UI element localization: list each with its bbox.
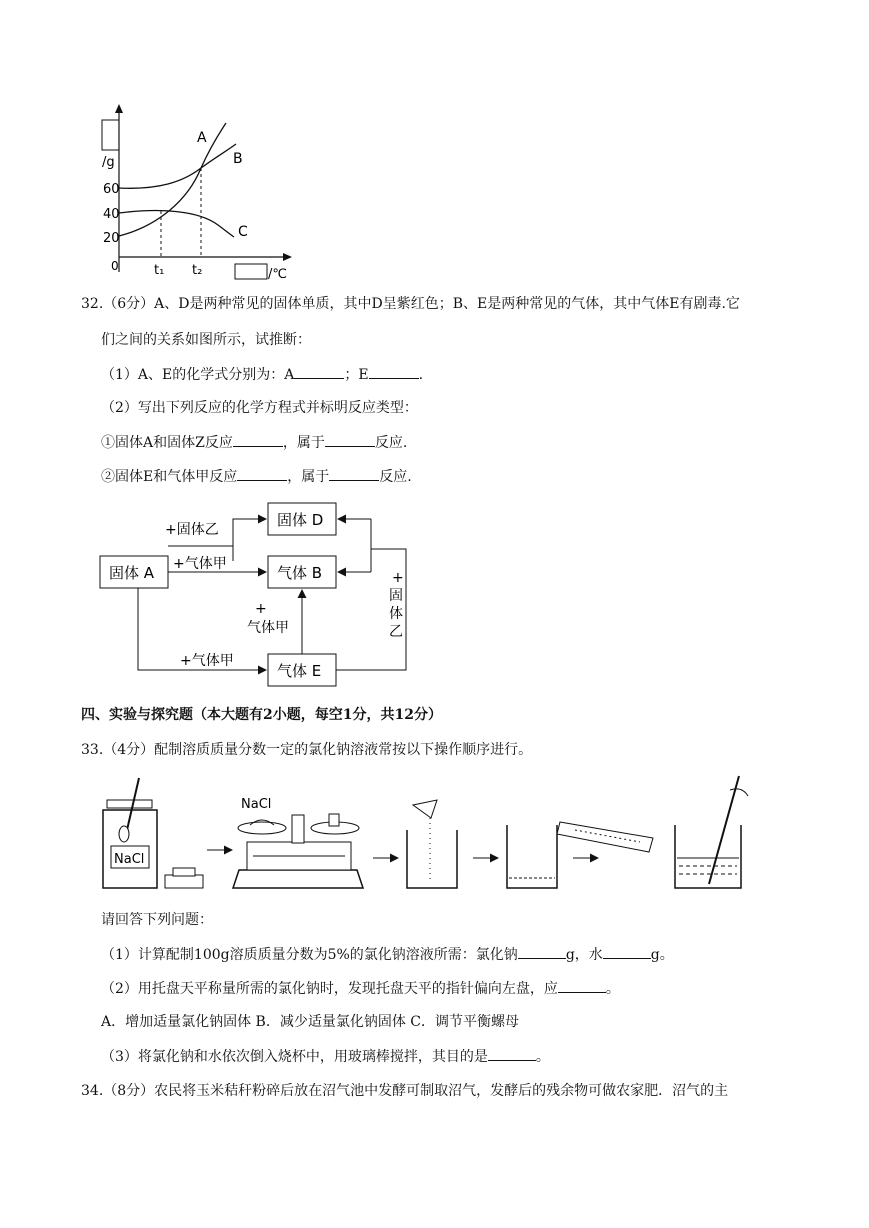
curve-b — [119, 144, 236, 188]
q32-r2-belongs: ，属于 — [287, 469, 330, 485]
label-right-plus: + — [392, 570, 404, 586]
label-plus-gas-jia-bottom: +气体甲 — [180, 653, 234, 669]
q33-p3-end: 。 — [535, 1049, 550, 1065]
box-b-label: 气体 B — [277, 564, 323, 582]
label-right-ti: 体 — [389, 606, 403, 622]
y-tick-20: 20 — [103, 231, 120, 246]
answer-blank-water-mass[interactable] — [603, 944, 651, 959]
q32-stem-line1: 32.（6分）A、D是两种常见的固体单质，其中D呈紫红色；B、E是两种常见的气体，其中气体E有剧毒.它 — [81, 296, 740, 312]
x-tick-t1: t₁ — [154, 263, 165, 278]
beaker-pouring-water — [507, 822, 653, 888]
q33-p3-text: （3）将氯化钠和水依次倒入烧杯中，用玻璃棒搅拌，其目的是 — [101, 1049, 488, 1065]
procedure-illustration — [95, 770, 765, 895]
q33-p1-water: g，水 — [565, 947, 603, 963]
x-tick-t2: t₂ — [192, 263, 203, 278]
box-e-label: 气体 E — [277, 662, 322, 680]
curve-a — [119, 123, 226, 236]
balance-label: NaCl — [241, 797, 272, 812]
label-plus-solid-yi-top: +固体乙 — [165, 522, 219, 538]
y-tick-40: 40 — [103, 207, 120, 222]
answer-blank-nacl-mass[interactable] — [518, 944, 566, 959]
answer-blank-r1-eq[interactable] — [233, 432, 283, 447]
box-a-label: 固体 A — [109, 564, 155, 582]
y-tick-60: 60 — [103, 182, 120, 197]
q34-stem: 34.（8分）农民将玉米秸秆粉碎后放在沼气池中发酵可制取沼气，发酵后的残余物可做农家肥．沼气的主 — [81, 1083, 729, 1099]
box-d-label: 固体 D — [277, 511, 324, 529]
bottle-label: NaCl — [114, 852, 145, 867]
curve-b-label: B — [233, 151, 243, 167]
curve-c — [119, 211, 234, 237]
answer-blank-a[interactable] — [294, 364, 344, 379]
q32-part1 — [101, 364, 423, 385]
bottle-stopper — [165, 875, 203, 888]
q32-r2-end: 反应. — [379, 469, 412, 485]
answer-blank-purpose[interactable] — [488, 1046, 536, 1061]
curve-c-label: C — [238, 224, 248, 240]
q33-p2-text: （2）用托盘天平称量所需的氯化钠时，发现托盘天平的指针偏向左盘，应 — [101, 981, 558, 997]
solubility-graph — [88, 100, 308, 285]
curve-a-label: A — [197, 130, 207, 146]
q32-r1-text: ①固体A和固体Z反应 — [101, 435, 233, 451]
reaction-flow-diagram — [95, 498, 415, 693]
q33-options: A．增加适量氯化钠固体 B．减少适量氯化钠固体 C．调节平衡螺母 — [101, 1014, 520, 1030]
q33-p1-text: （1）计算配制100g溶质质量分数为5%的氯化钠溶液所需：氯化钠 — [101, 947, 518, 963]
q33-p1-end: g。 — [650, 947, 674, 963]
q33-part1 — [101, 944, 674, 965]
q32-part1-end: . — [418, 367, 424, 383]
q33-stem: 33.（4分）配制溶质质量分数一定的氯化钠溶液常按以下操作顺序进行。 — [81, 742, 533, 758]
q32-r1-belongs: ，属于 — [282, 435, 325, 451]
tray-balance — [233, 797, 363, 888]
answer-blank-r2-type[interactable] — [329, 466, 379, 481]
q33-part2 — [101, 978, 620, 999]
label-right-gu: 固 — [389, 588, 403, 604]
q32-r1-end: 反应. — [374, 435, 408, 451]
section-4-title: 四、实验与探究题（本大题有2小题，每空1分，共12分） — [81, 707, 442, 723]
label-plus-gas-jia-mid: +气体甲 — [173, 556, 227, 572]
q32-part2: （2）写出下列反应的化学方程式并标明反应类型： — [101, 400, 418, 416]
q32-reaction2 — [101, 466, 412, 487]
q33-ask: 请回答下列问题： — [101, 912, 213, 928]
label-right-yi: 乙 — [389, 624, 403, 640]
origin-label: 0 — [111, 259, 119, 273]
q32-reaction1 — [101, 432, 407, 453]
y-unit: /g — [102, 155, 115, 170]
beaker-stirring — [675, 776, 748, 888]
reagent-bottle — [103, 778, 157, 888]
answer-blank-r2-eq[interactable] — [237, 466, 287, 481]
answer-blank-balance[interactable] — [558, 978, 606, 993]
beaker-with-funnel — [407, 800, 457, 888]
q32-part1-b: ；E — [344, 367, 369, 383]
label-gas-jia-up: 气体甲 — [247, 620, 289, 636]
answer-blank-e[interactable] — [369, 364, 419, 379]
q33-p2-end: 。 — [605, 981, 620, 997]
answer-blank-r1-type[interactable] — [325, 432, 375, 447]
q32-r2-text: ②固体E和气体甲反应 — [101, 469, 238, 485]
label-plus-up: + — [255, 601, 267, 617]
q32-part1-a: （1）A、E的化学式分别为：A — [101, 367, 295, 383]
q32-stem-line2: 们之间的关系如图所示，试推断： — [101, 332, 311, 348]
q33-part3 — [101, 1046, 550, 1067]
x-unit: /℃ — [268, 267, 287, 282]
